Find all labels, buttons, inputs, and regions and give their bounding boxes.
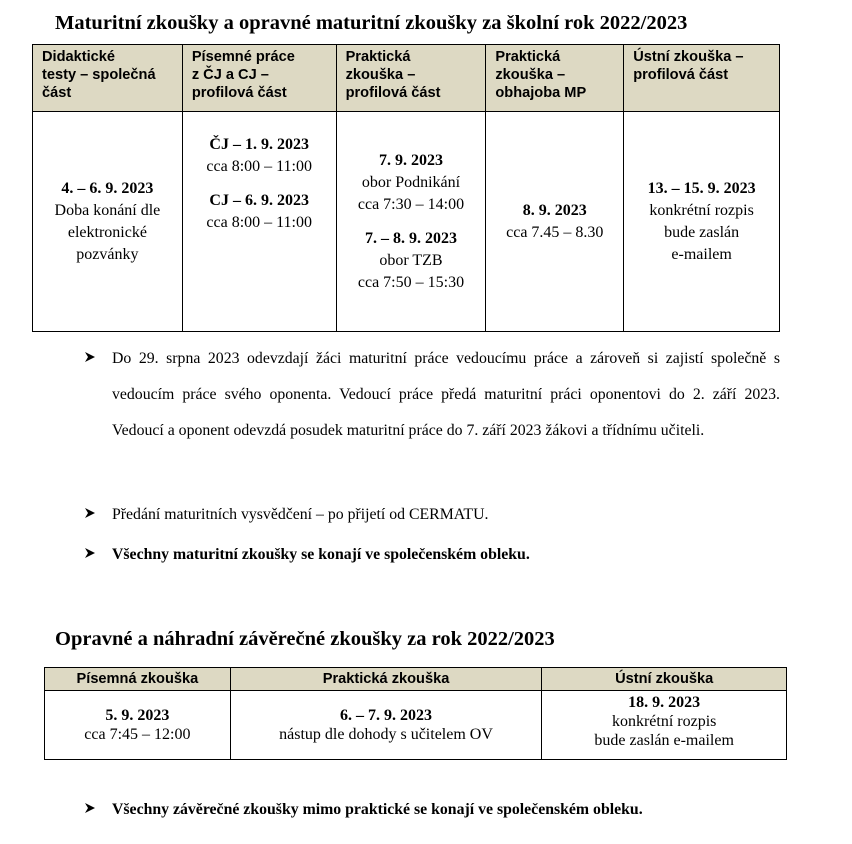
arrow-right-icon [84, 506, 98, 524]
maturitni-schedule-table [32, 44, 780, 332]
cell-ustni: 13. – 15. 9. 2023 konkrétní rozpis bude zaslán e-mailem [624, 112, 780, 332]
table-header-row [45, 668, 787, 691]
header-ustni-zkouska: Ústní zkouška [542, 668, 787, 691]
cell-obhajoba: 8. 9. 2023 cca 7.45 – 8.30 [486, 112, 624, 332]
arrow-right-icon [84, 350, 98, 368]
header-prakticka-zkouska: Praktická zkouška – profilová část [336, 45, 486, 112]
arrow-right-icon [84, 801, 98, 819]
header-pisemne-prace: Písemné práce z ČJ a CJ – profilová část [182, 45, 336, 112]
cell-didakticke: 4. – 6. 9. 2023 Doba konání dle elektronické pozvánky [33, 112, 183, 332]
cell-prakticka: 6. – 7. 9. 2023 nástup dle dohody s učitelem OV [230, 691, 542, 760]
table-row [33, 112, 780, 332]
section-title-zaverecne: Opravné a náhradní závěrečné zkoušky za rok 2022/2023 [55, 628, 555, 650]
header-pisemna-zkouska: Písemná zkouška [45, 668, 231, 691]
cell-pisemna: 5. 9. 2023 cca 7:45 – 12:00 [45, 691, 231, 760]
cell-prakticka: 7. 9. 2023 obor Podnikání cca 7:30 – 14:00 7. – 8. 9. 2023 obor TZB cca 7:50 – 15:30 [336, 112, 486, 332]
arrow-right-icon [84, 546, 98, 564]
header-prakticka-zkouska: Praktická zkouška [230, 668, 542, 691]
zaverecne-schedule-table [44, 667, 787, 760]
table-header-row [33, 45, 780, 112]
header-ustni-zkouska: Ústní zkouška – profilová část [624, 45, 780, 112]
section-title-maturitni: Maturitní zkoušky a opravné maturitní zkoušky za školní rok 2022/2023 [55, 12, 688, 34]
header-didakticke-testy: Didaktické testy – společná část [33, 45, 183, 112]
table-row [45, 691, 787, 760]
header-obhajoba-mp: Praktická zkouška – obhajoba MP [486, 45, 624, 112]
cell-pisemne: ČJ – 1. 9. 2023 cca 8:00 – 11:00 CJ – 6. 9. 2023 cca 8:00 – 11:00 [182, 112, 336, 332]
cell-ustni: 18. 9. 2023 konkrétní rozpis bude zaslán e-mailem [542, 691, 787, 760]
